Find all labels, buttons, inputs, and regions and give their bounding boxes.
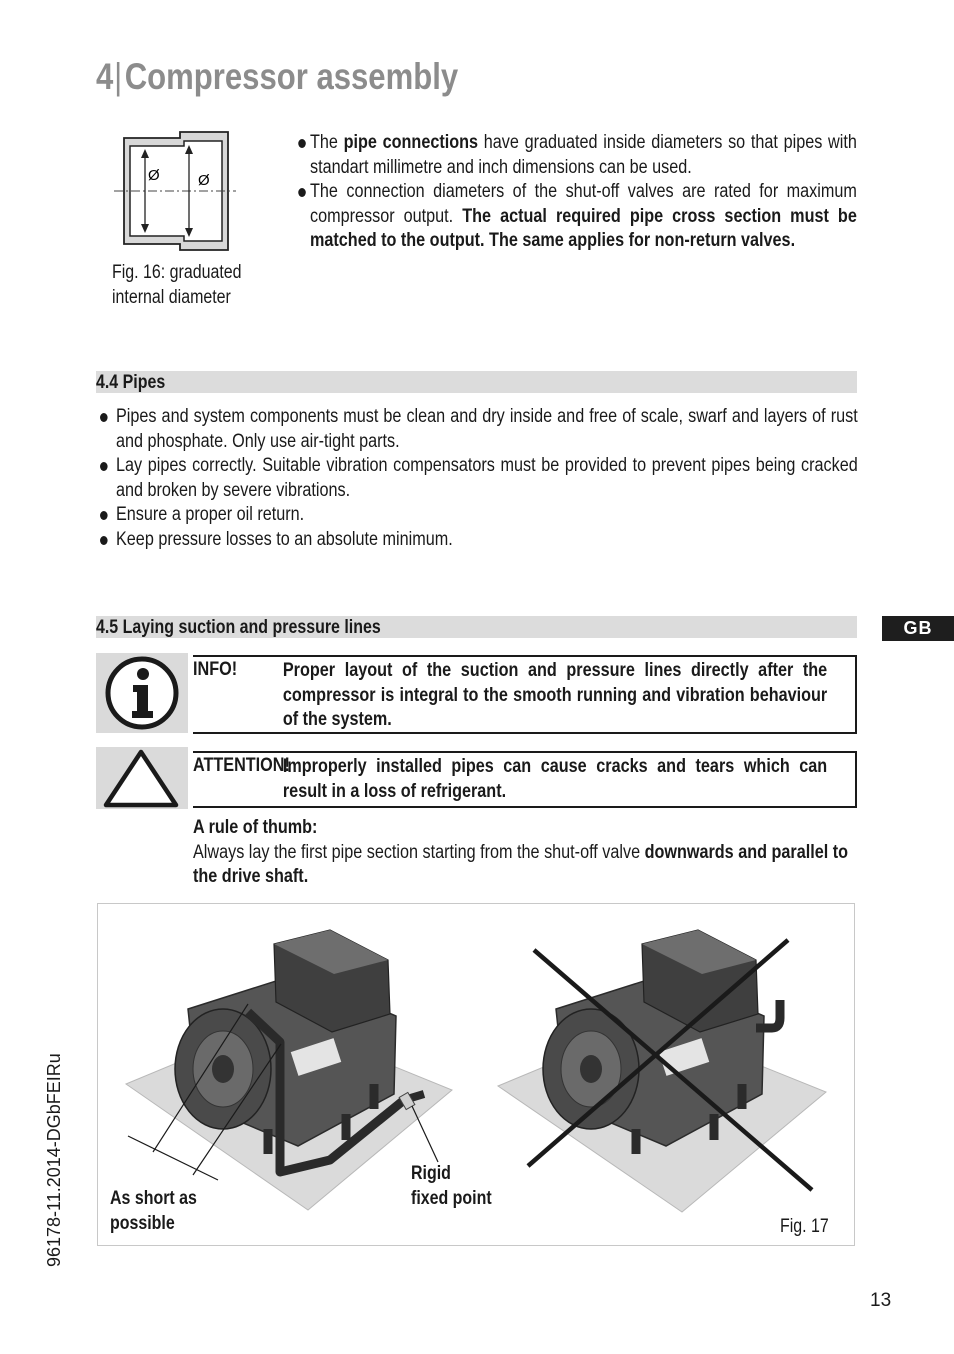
fig16-caption-line: internal diameter xyxy=(112,287,231,308)
section-heading-laying-lines: 4.5 Laying suction and pressure lines xyxy=(96,616,857,638)
fig17-caption: Fig. 17 xyxy=(780,1216,829,1237)
info-notice xyxy=(193,655,857,734)
attention-notice xyxy=(193,751,857,808)
rule-text: Always lay the first pipe section starting from the shut-off valve downwards and parallel to the drive shaft. xyxy=(193,841,849,887)
page-number: 13 xyxy=(870,1290,892,1311)
info-icon-box xyxy=(96,653,188,733)
page-title: 4|Compressor assembly xyxy=(96,56,459,97)
info-label: INFO! xyxy=(193,659,238,680)
label-as-short-as-possible xyxy=(110,1186,197,1236)
pipes-list xyxy=(116,405,858,552)
list-item: Ensure a proper oil return. xyxy=(116,503,858,528)
attention-text: Improperly installed pipes can cause cracks and tears which can result in a loss of refrigerant. xyxy=(282,756,828,802)
label-line: possible xyxy=(110,1213,175,1234)
info-text: Proper layout of the suction and pressure lines directly after the compressor is integral to the smooth running and vibration behaviour of the system. xyxy=(282,660,828,730)
info-icon xyxy=(96,653,188,733)
document-id: 96178-11.2014-DGbFEIRu xyxy=(44,1053,64,1267)
graduated-diameter-figure xyxy=(112,128,242,256)
attention-label: ATTENTION! xyxy=(193,755,290,776)
intro-list xyxy=(310,131,857,254)
label-line: Rigid xyxy=(411,1163,451,1184)
fig16-caption xyxy=(112,260,280,310)
label-line: As short as xyxy=(110,1188,197,1209)
diameter-symbol-right: Ø xyxy=(198,172,210,189)
section-heading-pipes: 4.4 Pipes xyxy=(96,371,857,393)
list-item: Keep pressure losses to an absolute minimum. xyxy=(116,528,858,553)
list-item: Pipes and system components must be clean and dry inside and free of scale, swarf and layers of rust and phosphate. Only use air-tight parts. xyxy=(116,405,858,454)
diameter-symbol-left: Ø xyxy=(148,167,160,184)
label-line: fixed point xyxy=(411,1188,492,1209)
language-tab: GB xyxy=(882,616,954,641)
rule-of-thumb xyxy=(193,816,857,890)
list-item: The connection diameters of the shut-off valves are rated for maximum compressor output. The actual required pipe cross section must be matched to the output. The same applies for non-return valves. xyxy=(310,180,857,254)
label-rigid-fixed-point xyxy=(411,1161,492,1211)
list-item: Lay pipes correctly. Suitable vibration compensators must be provided to prevent pipes being cracked and broken by severe vibrations. xyxy=(116,454,858,503)
rule-title: A rule of thumb: xyxy=(193,817,318,838)
warning-icon-box xyxy=(96,747,188,809)
fig16-caption-line: Fig. 16: graduated xyxy=(112,262,242,283)
list-item: The pipe connections have graduated inside diameters so that pipes with standart millimetre and inch dimensions can be used. xyxy=(310,131,857,180)
warning-triangle-icon xyxy=(96,747,188,809)
